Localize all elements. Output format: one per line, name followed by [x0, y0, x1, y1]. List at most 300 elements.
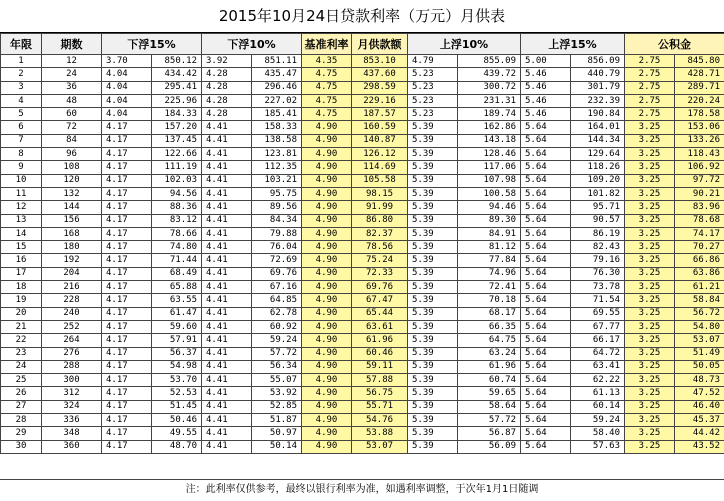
cell-base-payment: 78.56	[352, 241, 408, 254]
cell-base-rate: 4.90	[302, 440, 352, 453]
cell-years: 23	[1, 347, 42, 360]
cell-years: 11	[1, 187, 42, 200]
cell-fund-rate: 2.75	[625, 108, 675, 121]
cell-up15-payment: 58.40	[571, 427, 625, 440]
cell-fund-payment: 50.05	[675, 360, 724, 373]
cell-down10-rate: 4.41	[202, 227, 252, 240]
cell-down10-rate: 4.28	[202, 81, 252, 94]
table-row	[1, 360, 724, 373]
cell-base-payment: 67.47	[352, 294, 408, 307]
cell-down10-payment: 50.97	[252, 427, 302, 440]
cell-years: 21	[1, 320, 42, 333]
cell-base-rate: 4.90	[302, 161, 352, 174]
table-row	[1, 201, 724, 214]
cell-down15-rate: 4.17	[102, 241, 152, 254]
cell-up10-rate: 5.39	[408, 320, 458, 333]
cell-base-payment: 140.87	[352, 134, 408, 147]
cell-up15-rate: 5.64	[521, 307, 571, 320]
cell-up10-payment: 89.30	[458, 214, 521, 227]
cell-fund-rate: 3.25	[625, 241, 675, 254]
cell-fund-payment: 47.52	[675, 387, 724, 400]
cell-periods: 192	[42, 254, 102, 267]
cell-base-payment: 53.07	[352, 440, 408, 453]
cell-up15-rate: 5.64	[521, 414, 571, 427]
table-row	[1, 414, 724, 427]
cell-base-rate: 4.75	[302, 108, 352, 121]
cell-years: 19	[1, 294, 42, 307]
cell-down10-payment: 67.16	[252, 281, 302, 294]
cell-fund-rate: 3.25	[625, 387, 675, 400]
cell-down10-payment: 112.35	[252, 161, 302, 174]
cell-periods: 84	[42, 134, 102, 147]
cell-years: 9	[1, 161, 42, 174]
cell-down15-payment: 157.20	[152, 121, 202, 134]
cell-down15-payment: 54.98	[152, 360, 202, 373]
cell-down10-payment: 158.33	[252, 121, 302, 134]
cell-up15-payment: 129.64	[571, 148, 625, 161]
cell-base-rate: 4.90	[302, 414, 352, 427]
cell-base-rate: 4.90	[302, 201, 352, 214]
cell-periods: 108	[42, 161, 102, 174]
cell-base-payment: 98.15	[352, 187, 408, 200]
cell-down15-payment: 102.03	[152, 174, 202, 187]
cell-fund-payment: 78.68	[675, 214, 724, 227]
cell-down15-payment: 65.88	[152, 281, 202, 294]
cell-base-rate: 4.75	[302, 68, 352, 81]
cell-fund-payment: 83.96	[675, 201, 724, 214]
cell-years: 10	[1, 174, 42, 187]
header-up15: 上浮15%	[521, 34, 625, 55]
cell-up10-rate: 5.39	[408, 174, 458, 187]
table-row	[1, 227, 724, 240]
cell-down15-rate: 4.17	[102, 334, 152, 347]
cell-years: 12	[1, 201, 42, 214]
cell-down10-rate: 4.41	[202, 134, 252, 147]
cell-down15-rate: 4.17	[102, 227, 152, 240]
cell-fund-rate: 3.25	[625, 374, 675, 387]
cell-up10-rate: 5.39	[408, 121, 458, 134]
cell-down15-payment: 434.42	[152, 68, 202, 81]
cell-up15-payment: 57.63	[571, 440, 625, 453]
cell-down10-payment: 435.47	[252, 68, 302, 81]
cell-base-payment: 65.44	[352, 307, 408, 320]
cell-years: 17	[1, 267, 42, 280]
cell-down15-payment: 57.91	[152, 334, 202, 347]
table-row	[1, 214, 724, 227]
cell-base-rate: 4.90	[302, 254, 352, 267]
cell-years: 24	[1, 360, 42, 373]
cell-periods: 72	[42, 121, 102, 134]
cell-fund-rate: 3.25	[625, 334, 675, 347]
cell-down10-payment: 296.46	[252, 81, 302, 94]
cell-years: 22	[1, 334, 42, 347]
cell-down10-rate: 4.41	[202, 214, 252, 227]
cell-base-rate: 4.90	[302, 148, 352, 161]
cell-down15-rate: 4.17	[102, 201, 152, 214]
cell-base-rate: 4.90	[302, 281, 352, 294]
cell-down15-rate: 4.17	[102, 414, 152, 427]
cell-fund-rate: 2.75	[625, 94, 675, 107]
cell-periods: 288	[42, 360, 102, 373]
cell-periods: 168	[42, 227, 102, 240]
cell-up10-rate: 5.23	[408, 81, 458, 94]
cell-base-payment: 56.75	[352, 387, 408, 400]
cell-base-rate: 4.90	[302, 387, 352, 400]
cell-down15-payment: 63.55	[152, 294, 202, 307]
cell-years: 13	[1, 214, 42, 227]
cell-base-rate: 4.90	[302, 400, 352, 413]
cell-base-rate: 4.90	[302, 374, 352, 387]
cell-up15-payment: 73.78	[571, 281, 625, 294]
cell-years: 29	[1, 427, 42, 440]
cell-up10-rate: 5.23	[408, 108, 458, 121]
cell-periods: 12	[42, 55, 102, 68]
table-row	[1, 427, 724, 440]
table-row	[1, 254, 724, 267]
cell-base-rate: 4.90	[302, 334, 352, 347]
cell-down10-rate: 4.41	[202, 281, 252, 294]
cell-periods: 360	[42, 440, 102, 453]
cell-base-payment: 187.57	[352, 108, 408, 121]
cell-up10-rate: 5.39	[408, 241, 458, 254]
cell-periods: 240	[42, 307, 102, 320]
cell-up10-rate: 5.39	[408, 360, 458, 373]
cell-years: 15	[1, 241, 42, 254]
cell-up15-payment: 76.30	[571, 267, 625, 280]
cell-up15-rate: 5.64	[521, 347, 571, 360]
cell-down15-payment: 53.70	[152, 374, 202, 387]
cell-up15-rate: 5.64	[521, 254, 571, 267]
cell-base-payment: 298.59	[352, 81, 408, 94]
cell-fund-rate: 3.25	[625, 174, 675, 187]
cell-down15-payment: 48.70	[152, 440, 202, 453]
cell-fund-payment: 44.42	[675, 427, 724, 440]
cell-down10-payment: 227.02	[252, 94, 302, 107]
cell-down10-payment: 84.34	[252, 214, 302, 227]
cell-down15-payment: 51.45	[152, 400, 202, 413]
cell-up10-payment: 107.98	[458, 174, 521, 187]
cell-up15-rate: 5.64	[521, 148, 571, 161]
cell-up15-payment: 79.16	[571, 254, 625, 267]
cell-down10-rate: 4.41	[202, 174, 252, 187]
cell-fund-payment: 118.43	[675, 148, 724, 161]
cell-up15-rate: 5.64	[521, 134, 571, 147]
cell-down15-rate: 4.17	[102, 254, 152, 267]
table-row	[1, 55, 724, 68]
cell-fund-rate: 3.25	[625, 148, 675, 161]
cell-down15-payment: 68.49	[152, 267, 202, 280]
table-row	[1, 387, 724, 400]
table-row	[1, 320, 724, 333]
cell-base-payment: 114.69	[352, 161, 408, 174]
cell-up15-rate: 5.64	[521, 281, 571, 294]
cell-down10-rate: 4.41	[202, 360, 252, 373]
cell-down10-payment: 55.07	[252, 374, 302, 387]
cell-base-rate: 4.90	[302, 241, 352, 254]
cell-fund-rate: 3.25	[625, 227, 675, 240]
cell-base-rate: 4.90	[302, 267, 352, 280]
cell-down15-payment: 122.66	[152, 148, 202, 161]
cell-down15-rate: 4.17	[102, 307, 152, 320]
cell-up10-payment: 72.41	[458, 281, 521, 294]
table-row	[1, 267, 724, 280]
cell-years: 4	[1, 94, 42, 107]
cell-down10-rate: 4.41	[202, 201, 252, 214]
cell-up15-rate: 5.64	[521, 174, 571, 187]
cell-fund-payment: 46.40	[675, 400, 724, 413]
cell-fund-payment: 54.80	[675, 320, 724, 333]
cell-down15-rate: 4.17	[102, 214, 152, 227]
loan-table	[0, 33, 724, 454]
cell-fund-payment: 90.21	[675, 187, 724, 200]
cell-up15-rate: 5.64	[521, 187, 571, 200]
cell-years: 3	[1, 81, 42, 94]
cell-fund-payment: 220.24	[675, 94, 724, 107]
cell-up15-rate: 5.64	[521, 227, 571, 240]
cell-periods: 228	[42, 294, 102, 307]
table-row	[1, 134, 724, 147]
cell-up15-rate: 5.64	[521, 121, 571, 134]
cell-base-payment: 60.46	[352, 347, 408, 360]
cell-down15-rate: 4.04	[102, 68, 152, 81]
cell-up10-payment: 300.72	[458, 81, 521, 94]
cell-fund-payment: 106.92	[675, 161, 724, 174]
cell-fund-payment: 51.49	[675, 347, 724, 360]
cell-down10-payment: 59.24	[252, 334, 302, 347]
cell-down15-rate: 4.17	[102, 187, 152, 200]
cell-base-payment: 437.60	[352, 68, 408, 81]
cell-base-payment: 57.88	[352, 374, 408, 387]
cell-down15-rate: 4.17	[102, 320, 152, 333]
header-up10: 上浮10%	[408, 34, 521, 55]
cell-down15-payment: 88.36	[152, 201, 202, 214]
cell-up10-rate: 5.39	[408, 134, 458, 147]
cell-up10-payment: 231.31	[458, 94, 521, 107]
cell-up10-rate: 5.39	[408, 148, 458, 161]
cell-up10-payment: 117.06	[458, 161, 521, 174]
cell-up10-rate: 5.39	[408, 307, 458, 320]
cell-base-payment: 55.71	[352, 400, 408, 413]
cell-up15-rate: 5.64	[521, 334, 571, 347]
cell-down10-rate: 3.92	[202, 55, 252, 68]
cell-down10-rate: 4.41	[202, 294, 252, 307]
table-row	[1, 81, 724, 94]
cell-years: 2	[1, 68, 42, 81]
cell-base-payment: 72.33	[352, 267, 408, 280]
cell-up10-rate: 5.39	[408, 214, 458, 227]
cell-up15-rate: 5.64	[521, 201, 571, 214]
cell-down15-payment: 850.12	[152, 55, 202, 68]
cell-down15-rate: 4.17	[102, 294, 152, 307]
cell-down15-rate: 4.17	[102, 387, 152, 400]
cell-down10-payment: 60.92	[252, 320, 302, 333]
table-row	[1, 187, 724, 200]
cell-up10-rate: 5.39	[408, 281, 458, 294]
cell-base-rate: 4.90	[302, 174, 352, 187]
cell-base-payment: 229.16	[352, 94, 408, 107]
cell-down10-payment: 52.85	[252, 400, 302, 413]
cell-down15-payment: 59.60	[152, 320, 202, 333]
cell-up10-payment: 57.72	[458, 414, 521, 427]
cell-base-rate: 4.90	[302, 294, 352, 307]
cell-down15-rate: 4.17	[102, 134, 152, 147]
cell-up10-payment: 74.96	[458, 267, 521, 280]
cell-up10-payment: 81.12	[458, 241, 521, 254]
cell-up15-payment: 301.79	[571, 81, 625, 94]
cell-down10-payment: 57.72	[252, 347, 302, 360]
table-row	[1, 94, 724, 107]
cell-up15-rate: 5.64	[521, 214, 571, 227]
cell-up10-payment: 77.84	[458, 254, 521, 267]
cell-down15-payment: 74.80	[152, 241, 202, 254]
cell-fund-rate: 3.25	[625, 134, 675, 147]
cell-up10-payment: 56.09	[458, 440, 521, 453]
cell-fund-payment: 48.73	[675, 374, 724, 387]
cell-up15-payment: 190.84	[571, 108, 625, 121]
cell-up10-rate: 5.39	[408, 440, 458, 453]
cell-fund-rate: 3.25	[625, 400, 675, 413]
cell-down15-payment: 78.66	[152, 227, 202, 240]
cell-up10-rate: 5.39	[408, 387, 458, 400]
cell-up15-payment: 59.24	[571, 414, 625, 427]
cell-up10-rate: 5.39	[408, 294, 458, 307]
cell-periods: 348	[42, 427, 102, 440]
footnote: 注：此利率仅供参考，最终以银行利率为准，如遇利率调整，于次年1月1日随调	[0, 479, 724, 501]
cell-years: 26	[1, 387, 42, 400]
table-row	[1, 241, 724, 254]
cell-fund-rate: 3.25	[625, 214, 675, 227]
cell-up10-payment: 60.74	[458, 374, 521, 387]
cell-fund-rate: 3.25	[625, 414, 675, 427]
cell-up15-rate: 5.46	[521, 81, 571, 94]
cell-fund-payment: 74.17	[675, 227, 724, 240]
cell-up10-payment: 162.86	[458, 121, 521, 134]
cell-fund-rate: 3.25	[625, 161, 675, 174]
sheet-title: 2015年10月24日贷款利率（万元）月供表	[0, 0, 724, 33]
cell-down10-rate: 4.41	[202, 347, 252, 360]
cell-up15-rate: 5.64	[521, 161, 571, 174]
table-row	[1, 400, 724, 413]
cell-up15-payment: 118.26	[571, 161, 625, 174]
cell-up15-payment: 95.71	[571, 201, 625, 214]
cell-down10-rate: 4.41	[202, 187, 252, 200]
cell-years: 6	[1, 121, 42, 134]
cell-up15-rate: 5.64	[521, 427, 571, 440]
header-years: 年限	[1, 34, 42, 55]
cell-down10-rate: 4.41	[202, 241, 252, 254]
cell-base-payment: 53.88	[352, 427, 408, 440]
cell-base-payment: 853.10	[352, 55, 408, 68]
cell-up15-payment: 109.20	[571, 174, 625, 187]
cell-down15-rate: 4.17	[102, 148, 152, 161]
cell-down10-rate: 4.41	[202, 414, 252, 427]
cell-base-rate: 4.35	[302, 55, 352, 68]
table-row	[1, 161, 724, 174]
cell-fund-payment: 66.86	[675, 254, 724, 267]
cell-down15-payment: 83.12	[152, 214, 202, 227]
cell-up10-payment: 84.91	[458, 227, 521, 240]
cell-down15-payment: 52.53	[152, 387, 202, 400]
cell-down10-rate: 4.41	[202, 334, 252, 347]
cell-down10-rate: 4.41	[202, 307, 252, 320]
header-down15: 下浮15%	[102, 34, 202, 55]
cell-up15-rate: 5.64	[521, 241, 571, 254]
cell-down10-rate: 4.28	[202, 94, 252, 107]
cell-base-rate: 4.90	[302, 360, 352, 373]
cell-periods: 36	[42, 81, 102, 94]
cell-base-rate: 4.90	[302, 307, 352, 320]
cell-down10-rate: 4.41	[202, 254, 252, 267]
cell-up15-payment: 63.41	[571, 360, 625, 373]
cell-fund-rate: 3.25	[625, 307, 675, 320]
table-row	[1, 108, 724, 121]
cell-up10-payment: 63.24	[458, 347, 521, 360]
cell-fund-payment: 43.52	[675, 440, 724, 453]
cell-base-rate: 4.90	[302, 187, 352, 200]
cell-years: 28	[1, 414, 42, 427]
cell-fund-payment: 97.72	[675, 174, 724, 187]
cell-down10-payment: 64.85	[252, 294, 302, 307]
table-row	[1, 294, 724, 307]
cell-down10-rate: 4.41	[202, 161, 252, 174]
cell-periods: 96	[42, 148, 102, 161]
cell-periods: 336	[42, 414, 102, 427]
cell-down15-payment: 94.56	[152, 187, 202, 200]
cell-up10-rate: 5.23	[408, 94, 458, 107]
table-row	[1, 374, 724, 387]
cell-down15-payment: 225.96	[152, 94, 202, 107]
cell-fund-payment: 153.06	[675, 121, 724, 134]
cell-down10-rate: 4.28	[202, 108, 252, 121]
cell-periods: 132	[42, 187, 102, 200]
cell-up10-payment: 439.72	[458, 68, 521, 81]
cell-base-rate: 4.75	[302, 81, 352, 94]
cell-up10-payment: 70.18	[458, 294, 521, 307]
cell-fund-rate: 3.25	[625, 187, 675, 200]
cell-years: 5	[1, 108, 42, 121]
cell-base-rate: 4.90	[302, 134, 352, 147]
cell-fund-payment: 61.21	[675, 281, 724, 294]
cell-periods: 204	[42, 267, 102, 280]
cell-down10-payment: 851.11	[252, 55, 302, 68]
cell-up15-payment: 86.19	[571, 227, 625, 240]
cell-years: 14	[1, 227, 42, 240]
table-row	[1, 440, 724, 453]
cell-up10-rate: 5.39	[408, 400, 458, 413]
cell-up15-payment: 144.34	[571, 134, 625, 147]
cell-fund-payment: 45.37	[675, 414, 724, 427]
cell-base-rate: 4.75	[302, 94, 352, 107]
header-base-rate: 基准利率	[302, 34, 352, 55]
cell-up10-rate: 5.39	[408, 201, 458, 214]
cell-years: 8	[1, 148, 42, 161]
cell-years: 16	[1, 254, 42, 267]
cell-periods: 324	[42, 400, 102, 413]
cell-up15-payment: 101.82	[571, 187, 625, 200]
cell-up10-payment: 59.65	[458, 387, 521, 400]
cell-up15-payment: 61.13	[571, 387, 625, 400]
cell-up15-rate: 5.64	[521, 320, 571, 333]
cell-fund-payment: 428.71	[675, 68, 724, 81]
cell-up10-payment: 143.18	[458, 134, 521, 147]
cell-years: 30	[1, 440, 42, 453]
cell-down15-rate: 4.17	[102, 400, 152, 413]
cell-up15-rate: 5.64	[521, 360, 571, 373]
cell-up10-payment: 64.75	[458, 334, 521, 347]
cell-down10-payment: 50.14	[252, 440, 302, 453]
cell-down10-payment: 138.58	[252, 134, 302, 147]
cell-up10-payment: 56.87	[458, 427, 521, 440]
